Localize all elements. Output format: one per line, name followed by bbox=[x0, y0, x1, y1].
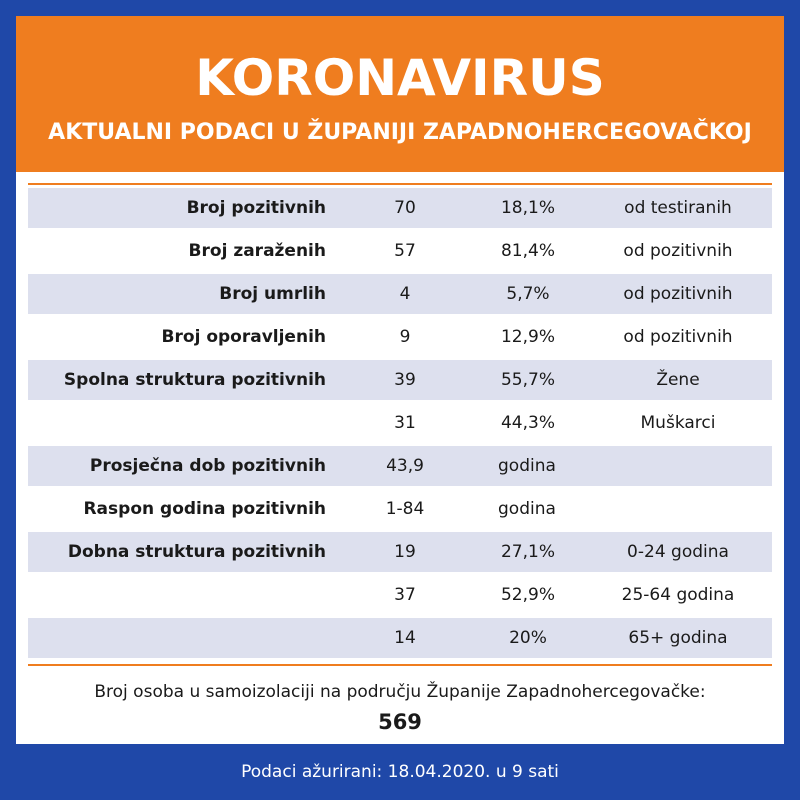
row-count: 37 bbox=[394, 585, 416, 605]
row-percent: 81,4% bbox=[500, 241, 555, 261]
row-label: Spolna struktura pozitivnih bbox=[63, 370, 326, 390]
page-subtitle: AKTUALNI PODACI U ŽUPANIJI ZAPADNOHERCEGOVAČKOJ bbox=[48, 120, 752, 145]
row-label: Broj oporavljenih bbox=[161, 327, 326, 347]
row-percent: 55,7% bbox=[500, 370, 555, 390]
row-count: 70 bbox=[394, 198, 416, 218]
row-count: 1-84 bbox=[385, 499, 425, 519]
table-row bbox=[28, 317, 772, 357]
row-label bbox=[28, 618, 326, 658]
row-percent: 18,1% bbox=[500, 198, 555, 218]
table-row bbox=[28, 360, 772, 400]
row-percent: godina bbox=[498, 456, 556, 476]
row-note: od pozitivnih bbox=[623, 284, 733, 304]
row-label: Broj zaraženih bbox=[188, 241, 326, 261]
row-percent: 52,9% bbox=[500, 585, 555, 605]
row-count: 43,9 bbox=[386, 456, 424, 476]
row-count: 4 bbox=[399, 284, 411, 304]
row-label bbox=[28, 575, 326, 615]
row-percent: 27,1% bbox=[500, 542, 555, 562]
row-note: od pozitivnih bbox=[623, 327, 733, 347]
row-note: od testiranih bbox=[624, 198, 732, 218]
row-percent: 12,9% bbox=[500, 327, 555, 347]
table-row bbox=[28, 446, 772, 486]
row-percent: 5,7% bbox=[506, 284, 550, 304]
top-divider bbox=[28, 183, 772, 185]
table-row bbox=[28, 231, 772, 271]
row-label: Broj pozitivnih bbox=[186, 198, 326, 218]
row-count: 31 bbox=[394, 413, 416, 433]
row-note bbox=[593, 446, 763, 486]
row-note: 65+ godina bbox=[628, 628, 728, 648]
bottom-divider bbox=[28, 664, 772, 666]
row-count: 9 bbox=[399, 327, 411, 347]
row-note: Muškarci bbox=[640, 413, 716, 433]
row-note bbox=[593, 489, 763, 529]
row-count: 19 bbox=[394, 542, 416, 562]
info-card bbox=[16, 16, 784, 744]
header-banner bbox=[16, 16, 784, 172]
table-row bbox=[28, 532, 772, 572]
page-title: KORONAVIRUS bbox=[195, 49, 605, 107]
table-row bbox=[28, 575, 772, 615]
row-percent: godina bbox=[498, 499, 556, 519]
table-row bbox=[28, 188, 772, 228]
row-note: od pozitivnih bbox=[623, 241, 733, 261]
row-label: Prosječna dob pozitivnih bbox=[89, 456, 326, 476]
self-isolation-count: 569 bbox=[378, 710, 422, 734]
updated-timestamp: Podaci ažurirani: 18.04.2020. u 9 sati bbox=[241, 762, 559, 782]
row-count: 39 bbox=[394, 370, 416, 390]
row-note: Žene bbox=[656, 370, 700, 390]
stats-table bbox=[28, 188, 772, 661]
table-row bbox=[28, 489, 772, 529]
row-percent: 44,3% bbox=[500, 413, 555, 433]
row-count: 14 bbox=[394, 628, 416, 648]
row-percent: 20% bbox=[509, 628, 547, 648]
table-row bbox=[28, 274, 772, 314]
row-note: 0-24 godina bbox=[627, 542, 729, 562]
row-label: Broj umrlih bbox=[219, 284, 326, 304]
self-isolation-label: Broj osoba u samoizolaciji na području Županije Zapadnohercegovačke: bbox=[94, 682, 706, 702]
table-row bbox=[28, 403, 772, 443]
row-count: 57 bbox=[394, 241, 416, 261]
table-row bbox=[28, 618, 772, 658]
row-label: Raspon godina pozitivnih bbox=[83, 499, 326, 519]
row-note: 25-64 godina bbox=[621, 585, 735, 605]
row-label bbox=[28, 403, 326, 443]
row-label: Dobna struktura pozitivnih bbox=[67, 542, 326, 562]
